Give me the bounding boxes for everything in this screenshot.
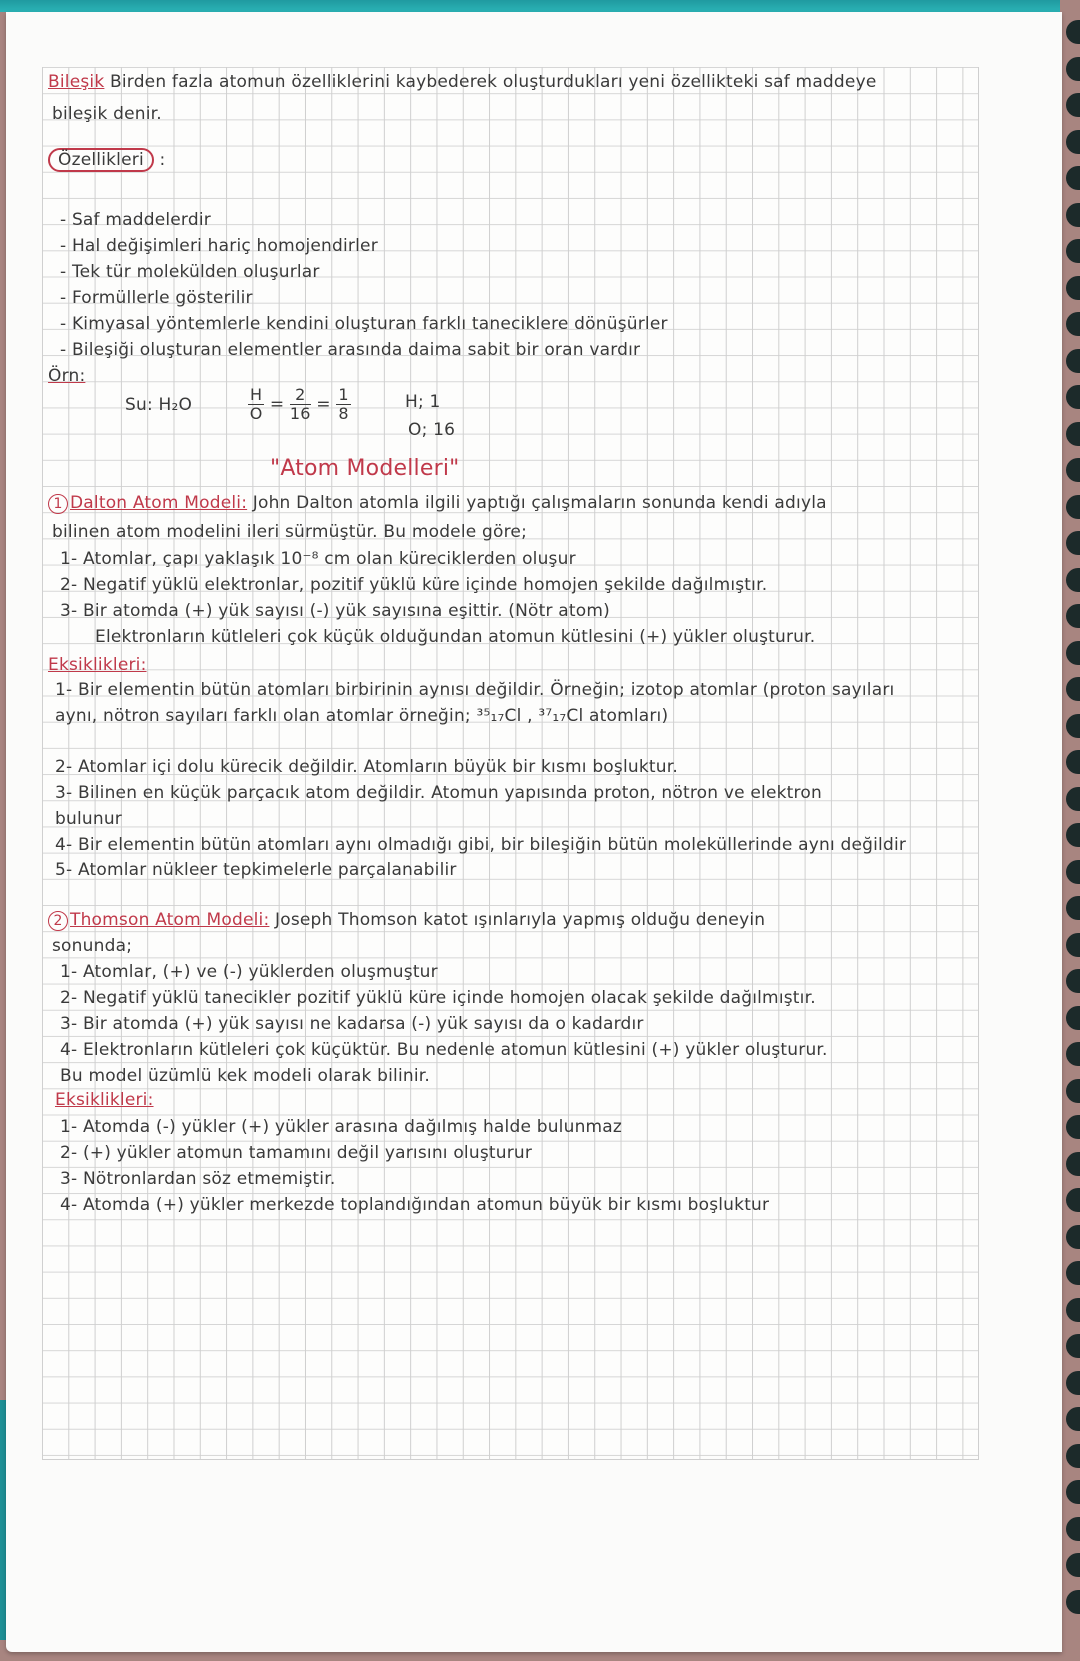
number-badge: 2 xyxy=(48,911,68,931)
thomson-flaw: 2- (+) yükler atomun tamamını değil yarısını oluşturur xyxy=(60,1143,533,1163)
dalton-point: 3- Bir atomda (+) yük sayısı (-) yük sayısına eşittir. (Nötr atom) xyxy=(60,601,610,621)
binding-ring xyxy=(1066,495,1080,519)
binding-ring xyxy=(1066,1152,1080,1176)
dalton-flaws-heading: Eksiklikleri: xyxy=(48,655,147,675)
property-item: - Bileşiği oluşturan elementler arasında daima sabit bir oran vardır xyxy=(60,340,641,360)
binding-ring xyxy=(1066,1006,1080,1030)
dalton-intro-2: bilinen atom modelini ileri sürmüştür. Bu modele göre; xyxy=(52,522,528,542)
binding-ring xyxy=(1066,1590,1080,1614)
dalton-flaw: 3- Bilinen en küçük parçacık atom değildir. Atomun yapısında proton, nötron ve elektron xyxy=(55,783,822,803)
thomson-heading-line xyxy=(48,910,765,931)
thomson-intro-2: sonunda; xyxy=(52,936,133,956)
binding-ring xyxy=(1066,1298,1080,1322)
binding-ring xyxy=(1066,641,1080,665)
binding-ring xyxy=(1066,93,1080,117)
binding-ring xyxy=(1066,1188,1080,1212)
dalton-heading: Dalton Atom Modeli: xyxy=(70,493,248,513)
binding-ring xyxy=(1066,933,1080,957)
binding-ring xyxy=(1066,422,1080,446)
binding-ring xyxy=(1066,860,1080,884)
binding-ring xyxy=(1066,677,1080,701)
hydrogen-mass: H; 1 xyxy=(405,392,441,412)
binding-ring xyxy=(1066,1480,1080,1504)
mass-ratio: $\frac{H}{O}$ = $\frac{2}{16}$ = $\frac{1}{8}$ xyxy=(249,385,349,423)
thomson-flaw: 4- Atomda (+) yükler merkezde toplandığından atomun büyük bir kısmı boşluktur xyxy=(60,1195,770,1215)
property-item: - Hal değişimleri hariç homojendirler xyxy=(60,236,378,256)
dalton-point: 2- Negatif yüklü elektronlar, pozitif yüklü küre içinde homojen şekilde dağılmıştır. xyxy=(60,575,768,595)
binding-ring xyxy=(1066,57,1080,81)
binding-ring xyxy=(1066,1334,1080,1358)
binding-ring xyxy=(1066,1261,1080,1285)
binding-ring xyxy=(1066,1444,1080,1468)
binding-ring xyxy=(1066,130,1080,154)
dalton-intro: John Dalton atomla ilgili yaptığı çalışmaların sonunda kendi adıyla xyxy=(252,493,827,513)
dalton-flaw: bulunur xyxy=(55,809,123,829)
binding-ring xyxy=(1066,604,1080,628)
binding-ring xyxy=(1066,1079,1080,1103)
notebook-page xyxy=(6,12,1062,1652)
thomson-point: 1- Atomlar, (+) ve (-) yüklerden oluşmuştur xyxy=(60,962,438,982)
binding-ring xyxy=(1066,1371,1080,1395)
binding-ring xyxy=(1066,349,1080,373)
oxygen-mass: O; 16 xyxy=(408,420,456,440)
property-item: - Saf maddelerdir xyxy=(60,210,211,230)
property-item: - Kimyasal yöntemlerle kendini oluşturan farklı taneciklere dönüşürler xyxy=(60,314,668,334)
water-formula: Su: H₂O xyxy=(125,395,193,415)
thomson-point: 3- Bir atomda (+) yük sayısı ne kadarsa (-) yük sayısı da o kadardır xyxy=(60,1014,644,1034)
binding-ring xyxy=(1066,750,1080,774)
binding-ring xyxy=(1066,823,1080,847)
binding-ring xyxy=(1066,568,1080,592)
binding-ring xyxy=(1066,969,1080,993)
binding-ring xyxy=(1066,239,1080,263)
binding-ring xyxy=(1066,1553,1080,1577)
thomson-point: 4- Elektronların kütleleri çok küçüktür. Bu nedenle atomun kütlesini (+) yükler oluşturur. xyxy=(60,1040,828,1060)
binding-ring xyxy=(1066,787,1080,811)
binding-ring xyxy=(1066,203,1080,227)
example-label: Örn: xyxy=(48,366,86,386)
thomson-flaw: 3- Nötronlardan söz etmemiştir. xyxy=(60,1169,336,1189)
number-badge: 1 xyxy=(48,494,68,514)
dalton-flaw: 2- Atomlar içi dolu kürecik değildir. Atomların büyük bir kısmı boşluktur. xyxy=(55,757,678,777)
thomson-point: 2- Negatif yüklü tanecikler pozitif yüklü küre içinde homojen olacak şekilde dağılmıştır. xyxy=(60,988,816,1008)
binding-ring xyxy=(1066,714,1080,738)
thomson-flaws-heading: Eksiklikleri: xyxy=(55,1090,154,1110)
thomson-flaw: 1- Atomda (-) yükler (+) yükler arasına dağılmış halde bulunmaz xyxy=(60,1117,623,1137)
dalton-flaw: 4- Bir elementin bütün atomları aynı olmadığı gibi, bir bileşiğin bütün moleküllerinde aynı değildir xyxy=(55,835,907,855)
dalton-note: Elektronların kütleleri çok küçük olduğundan atomun kütlesini (+) yükler oluşturur. xyxy=(95,627,816,647)
property-item: - Formüllerle gösterilir xyxy=(60,288,253,308)
dalton-heading-line xyxy=(48,493,827,514)
binding-ring xyxy=(1066,896,1080,920)
binding-ring xyxy=(1066,385,1080,409)
notebook-cover-edge xyxy=(0,0,1060,12)
thomson-note: Bu model üzümlü kek modeli olarak bilinir. xyxy=(60,1066,431,1086)
binding-ring xyxy=(1066,20,1080,44)
dalton-point: 1- Atomlar, çapı yaklaşık 10⁻⁸ cm olan küreciklerden oluşur xyxy=(60,549,576,569)
binding-ring xyxy=(1066,312,1080,336)
binding-ring xyxy=(1066,1407,1080,1431)
binding-ring xyxy=(1066,1042,1080,1066)
binding-ring xyxy=(1066,1115,1080,1139)
dalton-flaw: 1- Bir elementin bütün atomları birbirinin aynısı değildir. Örneğin; izotop atomlar (proton sayıları xyxy=(55,680,895,700)
binding-ring xyxy=(1066,458,1080,482)
binding-ring xyxy=(1066,166,1080,190)
colon: : xyxy=(159,150,166,170)
dalton-flaw: aynı, nötron sayıları farklı olan atomlar örneğin; ³⁵₁₇Cl , ³⁷₁₇Cl atomları) xyxy=(55,706,669,726)
property-item: - Tek tür molekülden oluşurlar xyxy=(60,262,320,282)
spiral-binding xyxy=(1058,20,1080,1640)
binding-ring xyxy=(1066,1225,1080,1249)
binding-ring xyxy=(1066,531,1080,555)
definition-text: Birden fazla atomun özelliklerini kaybederek oluşturdukları yeni özellikteki saf maddeye xyxy=(110,72,877,92)
dalton-flaw: 5- Atomlar nükleer tepkimelerle parçalanabilir xyxy=(55,860,457,880)
properties-cloud-label: Özellikleri xyxy=(48,148,154,172)
term-bilesik: Bileşik xyxy=(48,72,105,92)
properties-heading xyxy=(48,148,165,172)
definition-line-2: bileşik denir. xyxy=(52,104,162,124)
thomson-heading: Thomson Atom Modeli: xyxy=(70,910,270,930)
binding-ring xyxy=(1066,276,1080,300)
thomson-intro: Joseph Thomson katot ışınlarıyla yapmış olduğu deneyin xyxy=(275,910,766,930)
section-title: "Atom Modelleri" xyxy=(270,456,460,481)
definition-line-1 xyxy=(48,72,877,92)
binding-ring xyxy=(1066,1517,1080,1541)
